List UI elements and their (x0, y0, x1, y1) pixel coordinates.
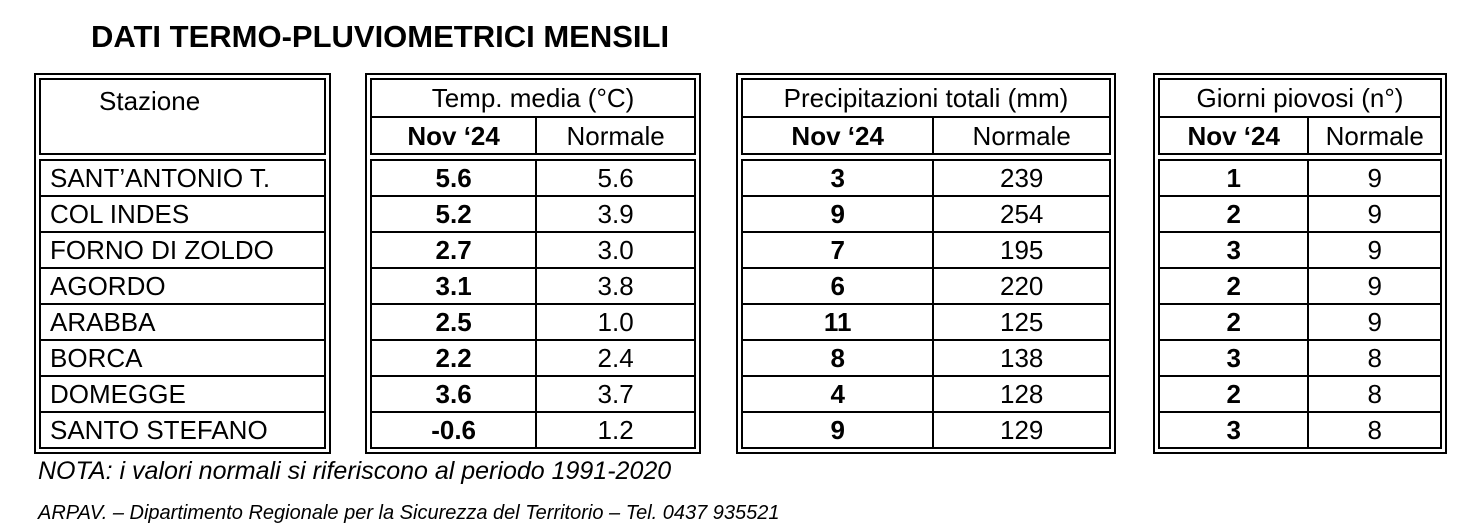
temperature-normal: 3.7 (536, 376, 695, 412)
station-name: SANT’ANTONIO T. (40, 160, 325, 196)
station-name: FORNO DI ZOLDO (40, 232, 325, 268)
rain-days-normal: 8 (1308, 376, 1441, 412)
rain-days-normal: 8 (1308, 412, 1441, 448)
temperature-col-normal: Normale (536, 117, 695, 154)
rain-days-current: 3 (1159, 232, 1308, 268)
rain-days-col-current: Nov ‘24 (1159, 117, 1308, 154)
rain-days-current: 3 (1159, 340, 1308, 376)
rain-days-normal: 9 (1308, 196, 1441, 232)
station-name: AGORDO (40, 268, 325, 304)
rain-days-normal: 9 (1308, 232, 1441, 268)
precipitation-normal: 254 (933, 196, 1110, 232)
precipitation-normal: 129 (933, 412, 1110, 448)
temperature-header: Temp. media (°C) (371, 79, 695, 117)
precipitation-normal: 220 (933, 268, 1110, 304)
rain-days-current: 2 (1159, 376, 1308, 412)
rain-days-current: 3 (1159, 412, 1308, 448)
rain-days-table (1158, 78, 1442, 449)
precipitation-current: 9 (742, 196, 933, 232)
temperature-current: 5.6 (371, 160, 536, 196)
rain-days-current: 2 (1159, 196, 1308, 232)
footer-text: ARPAV. – Dipartimento Regionale per la Sicurezza del Territorio – Tel. 0437 935521 (38, 502, 780, 524)
precipitation-current: 8 (742, 340, 933, 376)
station-name: SANTO STEFANO (40, 412, 325, 448)
rain-days-table-frame (1153, 73, 1447, 454)
temperature-current: 2.7 (371, 232, 536, 268)
rain-days-normal: 8 (1308, 340, 1441, 376)
rain-days-current: 1 (1159, 160, 1308, 196)
precipitation-col-normal: Normale (933, 117, 1110, 154)
temperature-current: -0.6 (371, 412, 536, 448)
precipitation-current: 9 (742, 412, 933, 448)
rain-days-normal: 9 (1308, 268, 1441, 304)
precipitation-table (741, 78, 1111, 449)
note-text: NOTA: i valori normali si riferiscono al periodo 1991-2020 (38, 457, 672, 485)
rain-days-current: 2 (1159, 268, 1308, 304)
temperature-normal: 1.2 (536, 412, 695, 448)
precipitation-normal: 239 (933, 160, 1110, 196)
rain-days-normal: 9 (1308, 160, 1441, 196)
precipitation-normal: 128 (933, 376, 1110, 412)
temperature-normal: 5.6 (536, 160, 695, 196)
temperature-normal: 2.4 (536, 340, 695, 376)
station-name: DOMEGGE (40, 376, 325, 412)
precipitation-col-current: Nov ‘24 (742, 117, 933, 154)
precipitation-normal: 195 (933, 232, 1110, 268)
temperature-current: 3.1 (371, 268, 536, 304)
station-column-header: Stazione (40, 79, 325, 154)
temperature-current: 2.5 (371, 304, 536, 340)
rain-days-normal: 9 (1308, 304, 1441, 340)
precipitation-table-frame (736, 73, 1116, 454)
precipitation-current: 11 (742, 304, 933, 340)
precipitation-current: 3 (742, 160, 933, 196)
station-name: COL INDES (40, 196, 325, 232)
temperature-table (370, 78, 696, 449)
station-table (39, 78, 326, 449)
station-name: ARABBA (40, 304, 325, 340)
rain-days-col-normal: Normale (1308, 117, 1441, 154)
station-table-frame (34, 73, 331, 454)
temperature-normal: 1.0 (536, 304, 695, 340)
rain-days-header: Giorni piovosi (n°) (1159, 79, 1441, 117)
station-name: BORCA (40, 340, 325, 376)
temperature-normal: 3.8 (536, 268, 695, 304)
precipitation-normal: 138 (933, 340, 1110, 376)
precipitation-current: 7 (742, 232, 933, 268)
temperature-normal: 3.0 (536, 232, 695, 268)
temperature-current: 5.2 (371, 196, 536, 232)
temperature-current: 3.6 (371, 376, 536, 412)
page-title: DATI TERMO-PLUVIOMETRICI MENSILI (91, 19, 670, 54)
precipitation-current: 4 (742, 376, 933, 412)
temperature-table-frame (365, 73, 701, 454)
precipitation-header: Precipitazioni totali (mm) (742, 79, 1110, 117)
precipitation-current: 6 (742, 268, 933, 304)
temperature-col-current: Nov ‘24 (371, 117, 536, 154)
precipitation-normal: 125 (933, 304, 1110, 340)
temperature-current: 2.2 (371, 340, 536, 376)
temperature-normal: 3.9 (536, 196, 695, 232)
rain-days-current: 2 (1159, 304, 1308, 340)
